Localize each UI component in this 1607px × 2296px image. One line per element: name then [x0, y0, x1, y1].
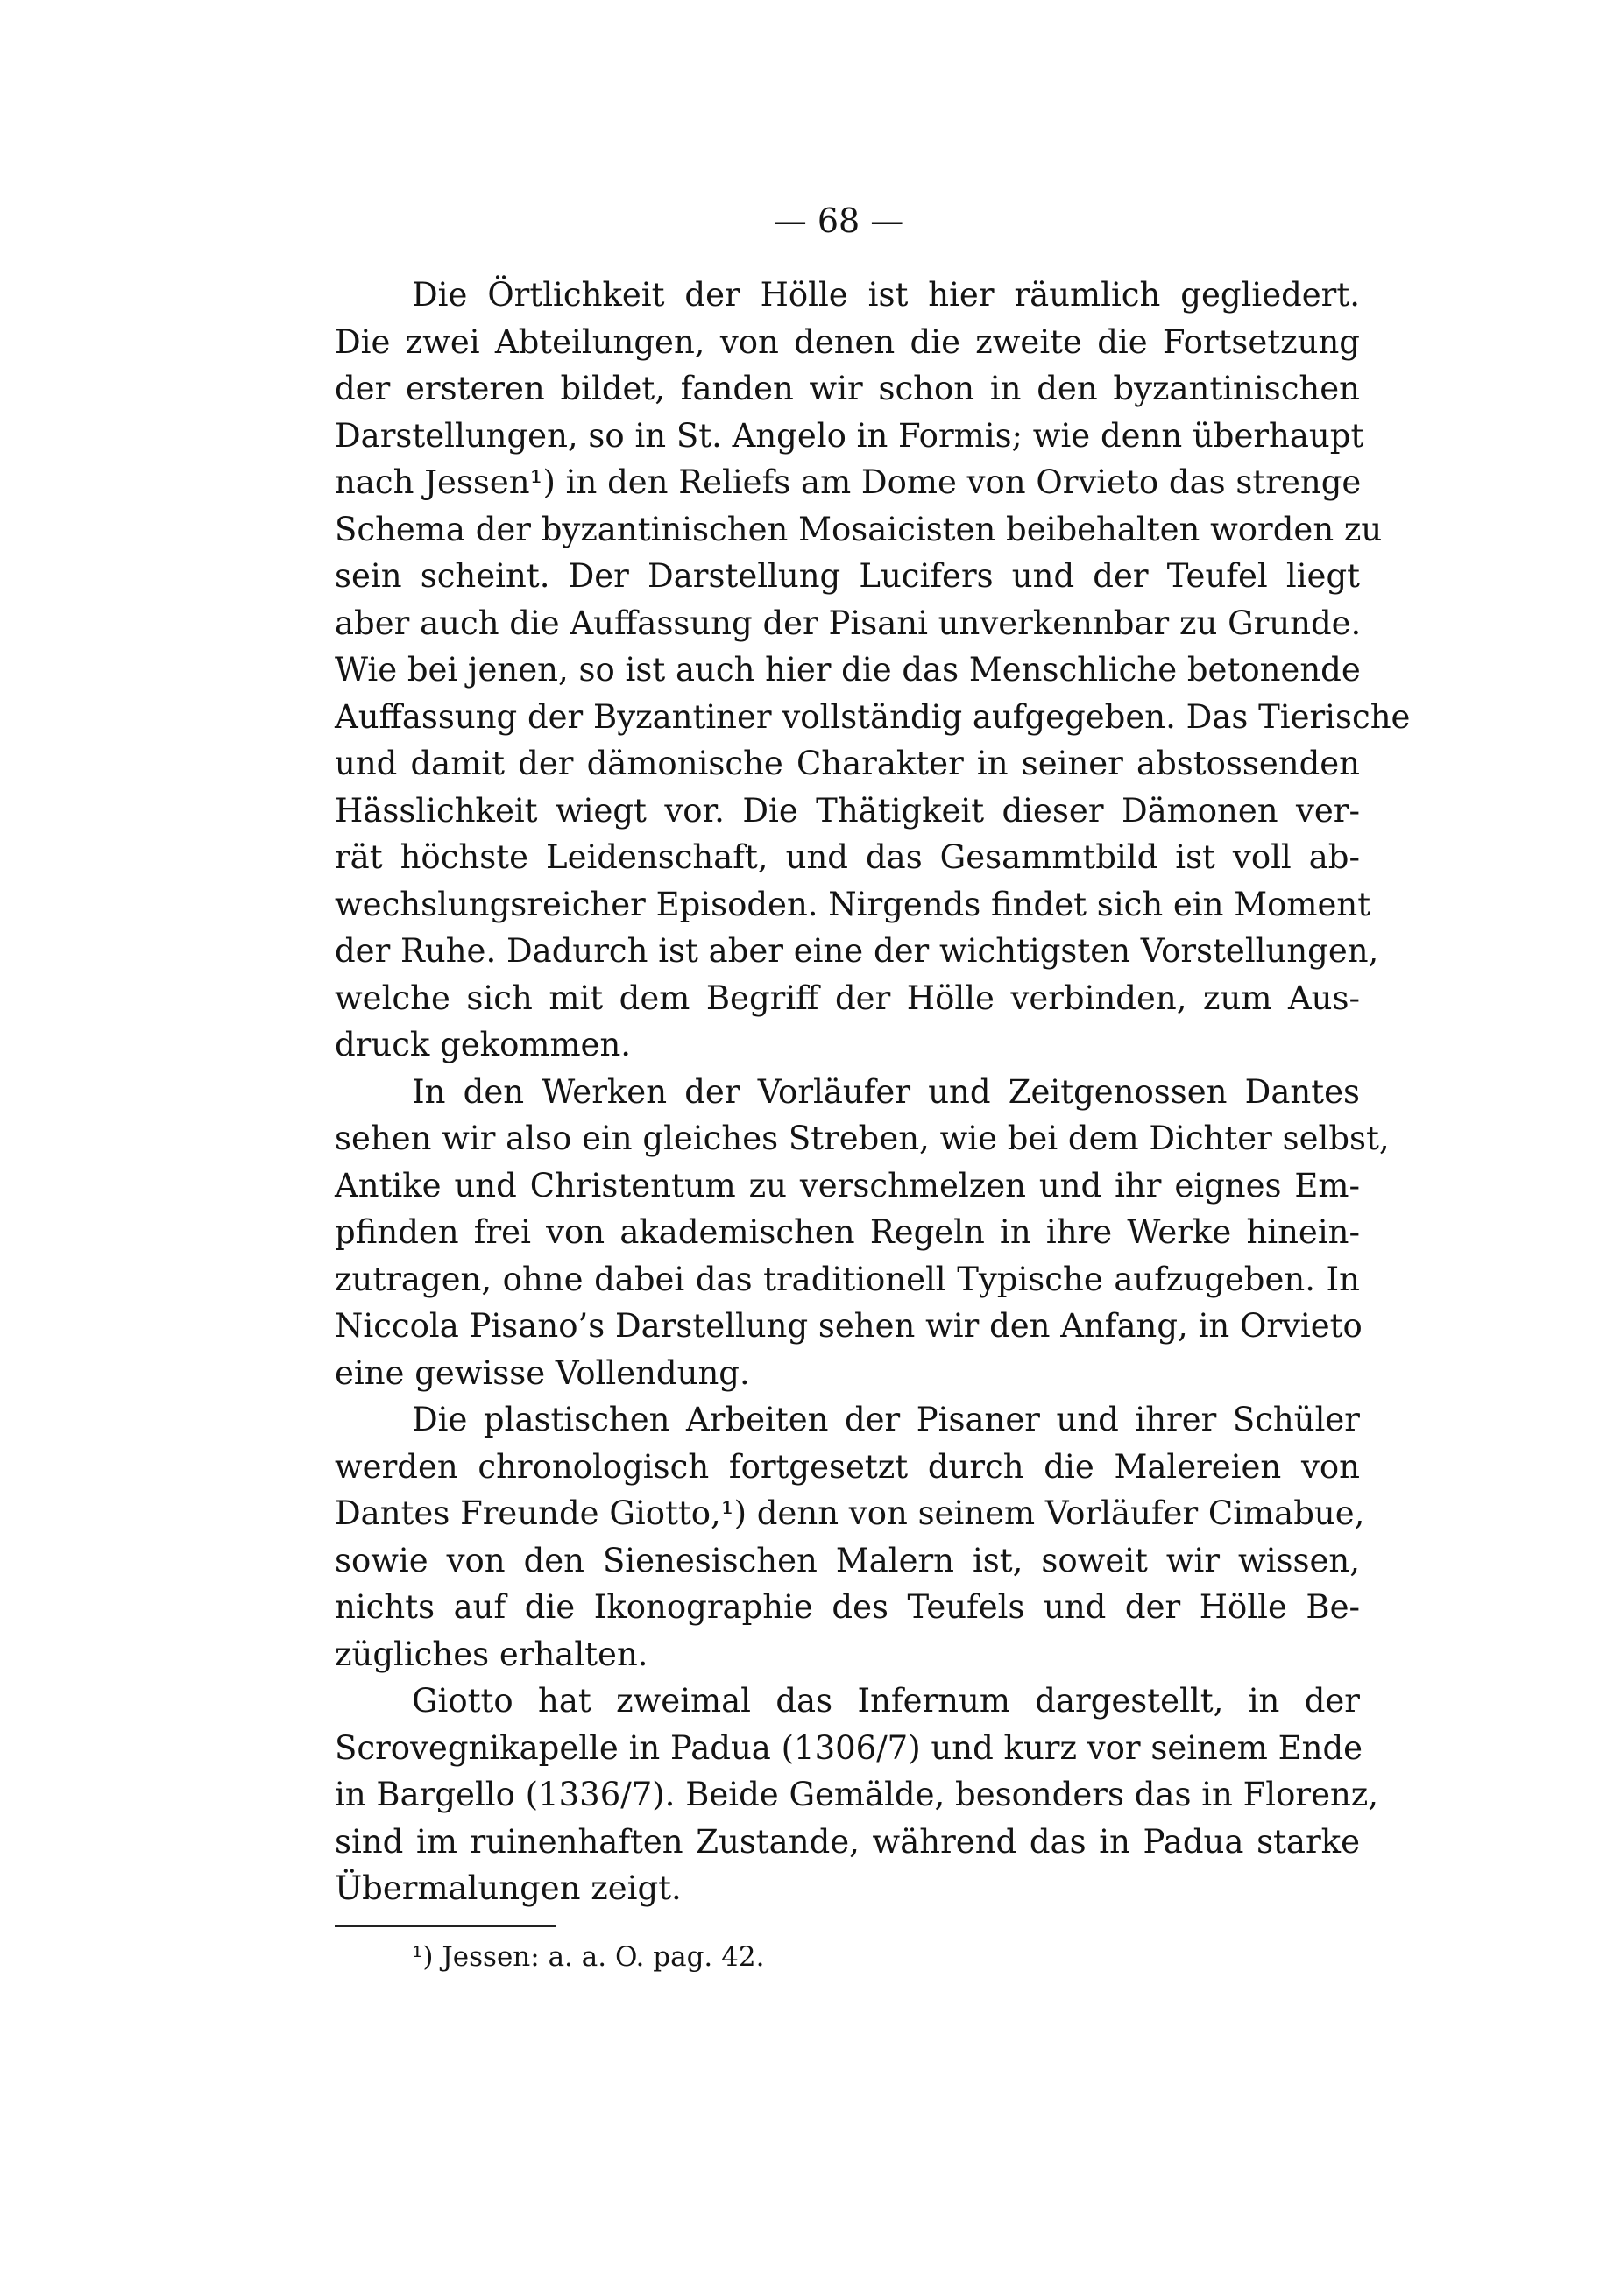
paragraph [335, 1396, 1365, 1678]
text-line: nach Jessen¹) in den Reliefs am Dome von Orvieto das strenge [335, 463, 1362, 501]
text-line: Niccola Pisano’s Darstellung sehen wir den Anfang, in Orvieto [335, 1307, 1363, 1345]
text-line: sind im ruinenhaften Zustande, während das in Padua starke [335, 1822, 1360, 1861]
text-line: sein scheint. Der Darstellung Lucifers und der Teufel liegt [335, 557, 1360, 595]
text-line: werden chronologisch fortgesetzt durch die Malereien von [335, 1447, 1360, 1486]
text-line: rät höchste Leidenschaft, und das Gesammtbild ist voll ab- [335, 838, 1360, 876]
text-line: druck gekommen. [335, 1026, 632, 1063]
text-line: welche sich mit dem Begriff der Hölle verbinden, zum Aus- [335, 978, 1360, 1017]
text-line: sowie von den Sienesischen Malern ist, soweit wir wissen, [335, 1541, 1360, 1579]
paragraph [335, 1069, 1390, 1397]
text-line: zügliches erhalten. [335, 1635, 648, 1673]
text-line: Die zwei Abteilungen, von denen die zweite die Fortsetzung [335, 322, 1360, 361]
text-line: pfinden frei von akademischen Regeln in ihre Werke hinein- [335, 1213, 1360, 1251]
text-line: eine gewisse Vollendung. [335, 1353, 750, 1392]
text-line: Giotto hat zweimal das Infernum dargestellt, in der [412, 1682, 1360, 1720]
text-line: wechslungsreicher Episoden. Nirgends findet sich ein Moment [335, 885, 1371, 923]
text-line: In den Werken der Vorläufer und Zeitgenossen Dantes [412, 1072, 1360, 1111]
text-line: in Bargello (1336/7). Beide Gemälde, besonders das in Florenz, [335, 1776, 1379, 1813]
text-line: nichts auf die Ikonographie des Teufels und der Hölle Be- [335, 1588, 1360, 1626]
text-line: Auffassung der Byzantiner vollständig aufgegeben. Das Tierische [335, 697, 1411, 736]
paragraph [335, 272, 1411, 1069]
text-line: Darstellungen, so in St. Angelo in Formis; wie denn überhaupt [335, 416, 1364, 455]
text-line: Übermalungen zeigt. [335, 1869, 682, 1907]
footnote: ¹) Jessen: a. a. O. pag. 42. [412, 1941, 765, 1973]
text-line: Dantes Freunde Giotto,¹) denn von seinem Vorläufer Cimabue, [335, 1494, 1365, 1532]
text-line: zutragen, ohne dabei das traditionell Typische aufzugeben. In [335, 1260, 1360, 1298]
text-line: Die plastischen Arbeiten der Pisaner und ihrer Schüler [412, 1401, 1360, 1438]
body-text [335, 272, 1411, 1912]
text-line: Schema der byzantinischen Mosaicisten beibehalten worden zu [335, 510, 1383, 548]
text-line: der ersteren bildet, fanden wir schon in den byzantinischen [335, 370, 1360, 407]
text-line: und damit der dämonische Charakter in seiner abstossenden [335, 745, 1360, 782]
text-line: der Ruhe. Dadurch ist aber eine der wichtigsten Vorstellungen, [335, 932, 1379, 970]
page-number: — 68 — [773, 201, 904, 240]
text-line: Hässlichkeit wiegt vor. Die Thätigkeit dieser Dämonen ver- [335, 791, 1360, 830]
text-line: aber auch die Auffassung der Pisani unverkennbar zu Grunde. [335, 604, 1362, 642]
text-line: sehen wir also ein gleiches Streben, wie bei dem Dichter selbst, [335, 1120, 1390, 1157]
footnote-divider [335, 1925, 556, 1927]
text-line: Scrovegnikapelle in Padua (1306/7) und kurz vor seinem Ende [335, 1728, 1363, 1767]
text-line: Die Örtlichkeit der Hölle ist hier räumlich gegliedert. [412, 276, 1360, 314]
text-line: Wie bei jenen, so ist auch hier die das Menschliche betonende [335, 651, 1361, 689]
paragraph [335, 1678, 1379, 1912]
text-line: Antike und Christentum zu verschmelzen und ihr eignes Em- [335, 1166, 1360, 1205]
